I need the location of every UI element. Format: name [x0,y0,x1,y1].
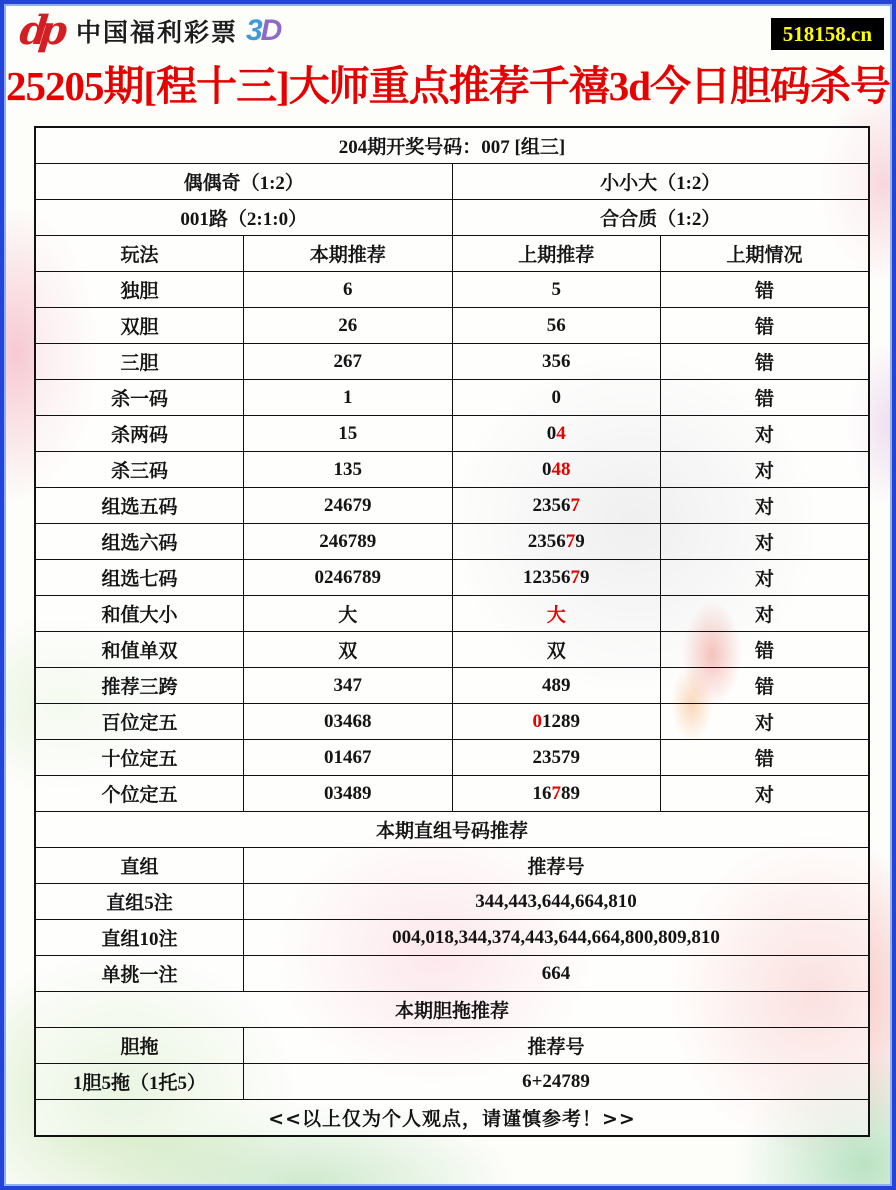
section-value-cell: 6+24789 [244,1064,870,1100]
cell-current: 246789 [244,524,453,560]
cell-play: 独胆 [35,272,244,308]
cell-result: 错 [661,740,870,776]
cell-prev [452,776,661,812]
table-row [35,812,869,848]
section-label-cell: 1胆5拖（1托5） [35,1064,244,1100]
table-row [35,452,869,488]
table-row [35,632,869,668]
prev-digit: 9 [575,530,585,552]
table-row [35,596,869,632]
cell-current: 6 [244,272,453,308]
cell-result: 对 [661,452,870,488]
section-label-cell: 直组10注 [35,920,244,956]
summary-left-cell: 偶偶奇（1:2） [35,164,452,200]
cell-prev [452,560,661,596]
cell-result: 对 [661,488,870,524]
cell-result: 错 [661,344,870,380]
table-row [35,200,869,236]
section-label-cell: 单挑一注 [35,956,244,992]
table-row [35,236,869,272]
cell-result: 对 [661,596,870,632]
brand-3d-letter: D [260,14,283,47]
site-url-badge: 518158.cn [771,18,884,50]
section-value-cell: 344,443,644,664,810 [244,884,870,920]
prev-digit: 0 [542,458,552,480]
cell-play: 三胆 [35,344,244,380]
prev-digit: 2356 [532,494,571,516]
summary-left-cell: 001路（2:1:0） [35,200,452,236]
site-header [4,4,892,58]
summary-right-cell: 合合质（1:2） [452,200,869,236]
cell-play: 十位定五 [35,740,244,776]
cell-prev [452,380,661,416]
table-row [35,560,869,596]
table-row [35,668,869,704]
column-header-0: 玩法 [35,236,244,272]
section-value-cell: 664 [244,956,870,992]
prev-digit-hit: 4 [556,422,566,444]
prev-digit: 2356 [527,530,566,552]
cell-result: 对 [661,560,870,596]
prev-digit: 12356 [523,566,571,588]
table-row [35,992,869,1028]
column-header-1: 本期推荐 [244,236,453,272]
cell-play: 双胆 [35,308,244,344]
table-row [35,740,869,776]
cell-prev [452,704,661,740]
cell-current: 03489 [244,776,453,812]
section-value-header: 推荐号 [244,1028,870,1064]
prev-digit-hit: 7 [565,530,576,552]
table-row [35,380,869,416]
table-row [35,956,869,992]
table-row [35,344,869,380]
cell-play: 推荐三跨 [35,668,244,704]
page-title: 25205期[程十三]大师重点推荐千禧3d今日胆码杀号 [5,63,891,109]
section-value-cell: 004,018,344,374,443,644,664,800,809,810 [244,920,870,956]
table-row [35,416,869,452]
cell-prev [452,632,661,668]
prev-digit-hit: 48 [551,458,571,480]
cell-current: 03468 [244,704,453,740]
cell-current: 双 [244,632,453,668]
table-row [35,920,869,956]
table-row [35,776,869,812]
prev-digit: 5 [551,278,561,300]
prev-digit: 56 [546,314,566,336]
prev-digit: 356 [542,350,571,372]
table-row [35,308,869,344]
prev-digit-hit: 7 [551,782,561,804]
prev-digit-hit: 0 [532,710,542,732]
disclaimer-cell: <<以上仅为个人观点，请谨慎参考！>> [35,1100,869,1137]
cell-play: 个位定五 [35,776,244,812]
table-row [35,524,869,560]
prev-digit-hit: 7 [570,566,580,588]
cell-current: 1 [244,380,453,416]
prev-digit-hit: 7 [570,494,580,516]
table-row [35,164,869,200]
lottery-logo-icon: dp [17,7,61,54]
cell-play: 组选六码 [35,524,244,560]
cell-result: 错 [661,380,870,416]
section-label-header: 胆拖 [35,1028,244,1064]
cell-current: 267 [244,344,453,380]
cell-current: 24679 [244,488,453,524]
cell-result: 错 [661,308,870,344]
prev-digit: 89 [561,782,580,804]
cell-prev [452,524,661,560]
cell-play: 组选七码 [35,560,244,596]
prediction-table [34,126,870,1137]
cell-current: 0246789 [244,560,453,596]
table-row [35,1064,869,1100]
prev-digit: 9 [580,566,590,588]
table-row [35,848,869,884]
cell-prev [452,344,661,380]
cell-play: 杀一码 [35,380,244,416]
column-header-2: 上期推荐 [452,236,661,272]
table-row [35,488,869,524]
cell-current: 01467 [244,740,453,776]
brand-3d-number: 3 [245,14,263,47]
prev-digit: 0 [546,422,557,444]
cell-play: 组选五码 [35,488,244,524]
cell-current: 135 [244,452,453,488]
site-logo [17,7,283,54]
cell-current: 大 [244,596,453,632]
cell-play: 杀两码 [35,416,244,452]
cell-play: 百位定五 [35,704,244,740]
prev-digit: 双 [546,641,566,662]
cell-prev [452,272,661,308]
table-row [35,704,869,740]
cell-prev [452,596,661,632]
prev-digit: 23579 [532,746,580,768]
cell-play: 和值单双 [35,632,244,668]
prev-digit-hit: 大 [546,605,566,626]
prev-digit: 489 [542,674,571,696]
cell-play: 杀三码 [35,452,244,488]
table-row [35,127,869,164]
cell-prev [452,308,661,344]
cell-prev [452,416,661,452]
cell-result: 错 [661,668,870,704]
brand-name: 中国福利彩票 [75,19,238,47]
cell-result: 对 [661,524,870,560]
cell-result: 对 [661,704,870,740]
table-row [35,272,869,308]
summary-right-cell: 小小大（1:2） [452,164,869,200]
prev-digit: 0 [551,386,561,408]
cell-prev [452,740,661,776]
section-title-cell: 本期直组号码推荐 [35,812,869,848]
section-title-cell: 本期胆拖推荐 [35,992,869,1028]
cell-prev [452,452,661,488]
cell-result: 对 [661,416,870,452]
section-label-header: 直组 [35,848,244,884]
section-value-header: 推荐号 [244,848,870,884]
column-header-3: 上期情况 [661,236,870,272]
cell-current: 15 [244,416,453,452]
draw-info-cell: 204期开奖号码：007 [组三] [35,127,869,164]
prev-digit: 1289 [542,710,580,732]
cell-prev [452,668,661,704]
cell-result: 错 [661,632,870,668]
cell-result: 错 [661,272,870,308]
table-row [35,884,869,920]
cell-result: 对 [661,776,870,812]
section-label-cell: 直组5注 [35,884,244,920]
cell-current: 347 [244,668,453,704]
cell-prev [452,488,661,524]
prev-digit: 16 [532,782,552,804]
table-row [35,1028,869,1064]
table-row [35,1100,869,1137]
cell-current: 26 [244,308,453,344]
cell-play: 和值大小 [35,596,244,632]
